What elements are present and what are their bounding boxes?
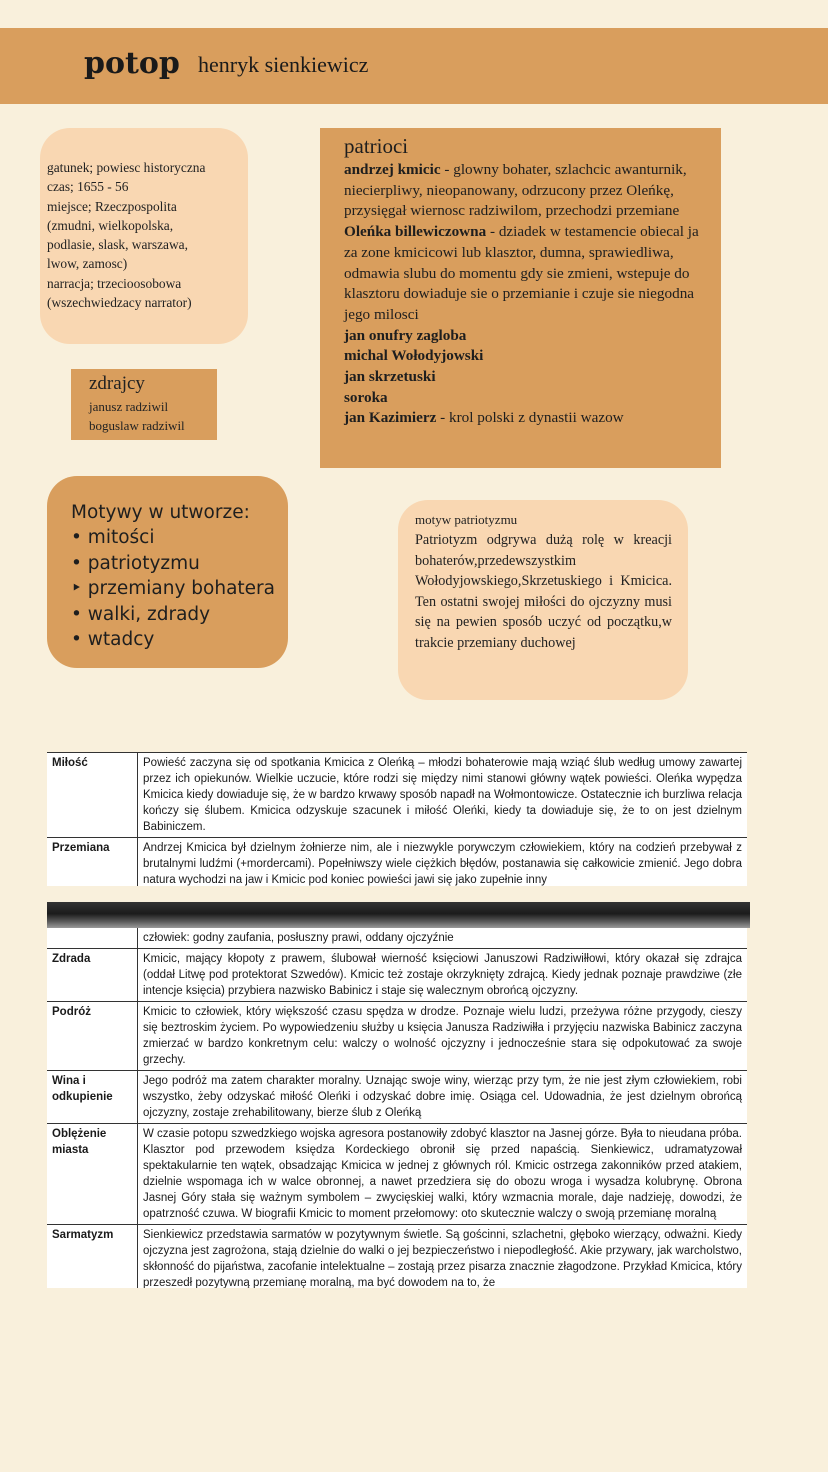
character-desc: - krol polski z dynastii wazow (436, 409, 624, 427)
motywy-title: Motywy w utworze: (71, 502, 250, 523)
info-line: miejsce; Rzeczpospolita (47, 198, 177, 214)
row-text: Kmicic, mający kłopoty z prawem, ślubował wierność księciowi Januszowi Radziwiłłowi, który okazał się zdrajca (oddał Litwę pod protektorat Szwedów). Kmicic też zostaje okrzyknięty zdrajcą. Kiedy jednak poznaje prawdziwe (złe intencje księcia) przybiera nazwisko Babinicz i staje się walecznym obrońcą ojczyzny. (143, 953, 742, 997)
table-row (47, 949, 747, 1002)
zdrajcy-title: zdrajcy (89, 373, 145, 394)
scan-edge (47, 902, 750, 928)
info-line: lwow, zamosc) (47, 256, 128, 272)
info-line: (wszechwiedzacy narrator) (47, 295, 192, 311)
row-label: Przemiana (47, 838, 138, 886)
row-label: Miłość (47, 753, 138, 837)
motyw-patriotyzmu-text: Patriotyzm odgrywa dużą rolę w kreacji bohaterów,przedewszystkim Wołodyjowskiego,Skrzetuskiego i Kmicica. Ten ostatni swojej miłości do ojczyzny musi się na pewien sposób uczyć od początku,w trakcie przemiany duchowej (415, 532, 672, 651)
row-label: Sarmatyzm (47, 1225, 138, 1288)
row-text-continued: człowiek: godny zaufania, posłuszny prawi, oddany ojczyźnie (143, 932, 454, 944)
motyw-item: ‣ przemiany bohatera (71, 578, 275, 600)
table-top (47, 752, 747, 886)
table-row (47, 1071, 747, 1124)
character-name: jan onufry zagloba (344, 326, 467, 344)
row-text: Sienkiewicz przedstawia sarmatów w pozytywnym świetle. Są gościnni, szlachetni, głęboko wierzący, odważni. Kiedy ojczyzna jest zagrożona, stają dzielnie do walki o jej bezpieczeństwo i niepodległość. Akie przywary, jak warcholstwo, skłonność do pijaństwa, zacofanie intelektualne – zostają przez pisarza znacznie złagodzone. Przykład Kmicica, który przeszedł pozytywną przemianę moralną, ma być dowodem na to, że (143, 1229, 742, 1288)
character-desc: - glowny bohater, szlachcic awanturnik, niecierpliwy, nieopanowany, odrzucony przez Oleńkę, przysięgał wiernosc radziwilom, przechodzi przemiane (344, 161, 687, 220)
table-row (47, 838, 747, 886)
character-name: andrzej kmicic (344, 161, 441, 178)
motyw-item: • walki, zdrady (71, 603, 211, 625)
info-card (40, 128, 248, 344)
zdrajcy-card (71, 369, 217, 440)
patrioci-card (320, 128, 721, 468)
zdrajca-item: janusz radziwil (89, 399, 169, 414)
character-name: soroka (344, 388, 388, 406)
info-line: podlasie, slask, warszawa, (47, 237, 188, 253)
row-label: Zdrada (47, 949, 138, 1001)
author-name: henryk sienkiewicz (198, 52, 369, 77)
motyw-item: • wtadcy (71, 629, 155, 651)
row-text: Powieść zaczyna się od spotkania Kmicica z Oleńką – młodzi bohaterowie mają wziąć ślub według umowy zawartej przez ich opiekunów. Wielkie uczucie, które rodzi się między nimi stanowi główny wątek powieści. Oleńka wypędza Kmicica kiedy dowiaduje się, że w bardzo krwawy sposób napadł na Wołmontowicze. Ostatecznie ich burzliwa relacja kończy się ślubem. Kmicica odzyskuje szacunek i miłość Oleńki, kiedy ta dowiaduje się, że to on jest dzielnym Babiniczem. (143, 757, 742, 833)
header-banner (0, 28, 828, 104)
patrioci-text (344, 160, 713, 429)
table-bottom (47, 928, 747, 1288)
motyw-patriotyzmu-title: motyw patriotyzmu (415, 512, 518, 527)
info-line: narracja; trzecioosobowa (47, 275, 182, 291)
page-title: potop (84, 46, 180, 81)
motyw-item: • mitości (71, 527, 155, 549)
character-name: michal Wołodyjowski (344, 347, 484, 365)
table-row (47, 753, 747, 838)
zdrajca-item: boguslaw radziwil (89, 418, 185, 433)
character-name: jan Kazimierz (344, 409, 437, 427)
motyw-patriotyzmu-card (398, 500, 688, 700)
row-text: Kmicic to człowiek, który większość czasu spędza w drodze. Poznaje wielu ludzi, przeżywa różne przygody, cieszy się beztroskim życiem. Po wypowiedzeniu służby u księcia Janusza Radziwiłła i przyjęciu nazwiska Babinicz zaczyna zmierzać w bardzo konkretnym celu: walczy o wolność ojczyzny i jednocześnie stara się odpokutować za swoje grzechy. (143, 1006, 742, 1066)
row-label-empty (47, 928, 138, 948)
row-text: Jego podróż ma zatem charakter moralny. Uznając swoje winy, wierząc przy tym, że nie jest złym człowiekiem, robi wszystko, żeby odzyskać miłość Oleńki i odzyskać dobre imię. Osiąga cel. Udowadnia, że jest dzielnym obrońcą ojczyzny, zostaje zrehabilitowany, bierze ślub z Oleńką (143, 1075, 742, 1119)
row-label: Oblężenie miasta (47, 1124, 138, 1224)
motyw-item: • patriotyzmu (71, 552, 200, 574)
patrioci-title: patrioci (344, 134, 409, 158)
row-label: Podróż (47, 1002, 138, 1070)
character-name: Oleńka billewiczowna (344, 223, 487, 241)
motywy-card (47, 476, 288, 668)
table-row (47, 1225, 747, 1288)
row-text: Andrzej Kmicica był dzielnym żołnierze nim, ale i niezwykle porywczym człowiekiem, który na codzień przebywał z brutalnymi ludźmi (+mordercami). Popełniwszy wiele ciężkich błędów, postanawia się całkowicie zmienić. Jego dobra natura wychodzi na jaw i Kmicic pod koniec powieści jawi się jako zupełnie inny (143, 842, 742, 886)
table-row (47, 1124, 747, 1225)
row-label: Wina i odkupienie (47, 1071, 138, 1123)
info-line: (zmudni, wielkopolska, (47, 217, 174, 233)
table-row (47, 1002, 747, 1071)
info-line: czas; 1655 - 56 (47, 179, 129, 195)
character-desc: - dziadek w testamencie obiecal ja za zone kmicicowi lub klasztor, dumna, sprawiedliwa, odmawia slubu do momentu gdy sie zmieni, wstepuje do klasztoru dowiaduje sie o przemianie i czuje sie niegodna jego milosci (344, 223, 699, 323)
info-line: gatunek; powiesc historyczna (47, 160, 206, 175)
table-row (47, 928, 747, 949)
row-text: W czasie potopu szwedzkiego wojska agresora postanowiły zdobyć klasztor na Jasnej górze. Była to nieudana próba. Klasztor pod przewodem księdza Kordeckiego obronił się przed napaścią. Sienkiewicz, udramatyzował spektakularnie ten wątek, obsadzając Kmicica w jednej z głównych ról. Kmicic ostrzega zakonników przed atakiem, dzielnie wspomaga ich w walce obronnej, a nawet przedziera się do obozu wroga i wysadza kolubrynę. Obrona Jasnej Góry stała się ważnym symbolem – zwycięskiej walki, który wzmacnia morale, daje nadzieję, dowodzi, że opatrzność czuwa. W biografii Kmicic to moment przełomowy: oto skutecznie walczy o swoją przemianę moralną (143, 1128, 742, 1220)
character-name: jan skrzetuski (344, 368, 436, 386)
